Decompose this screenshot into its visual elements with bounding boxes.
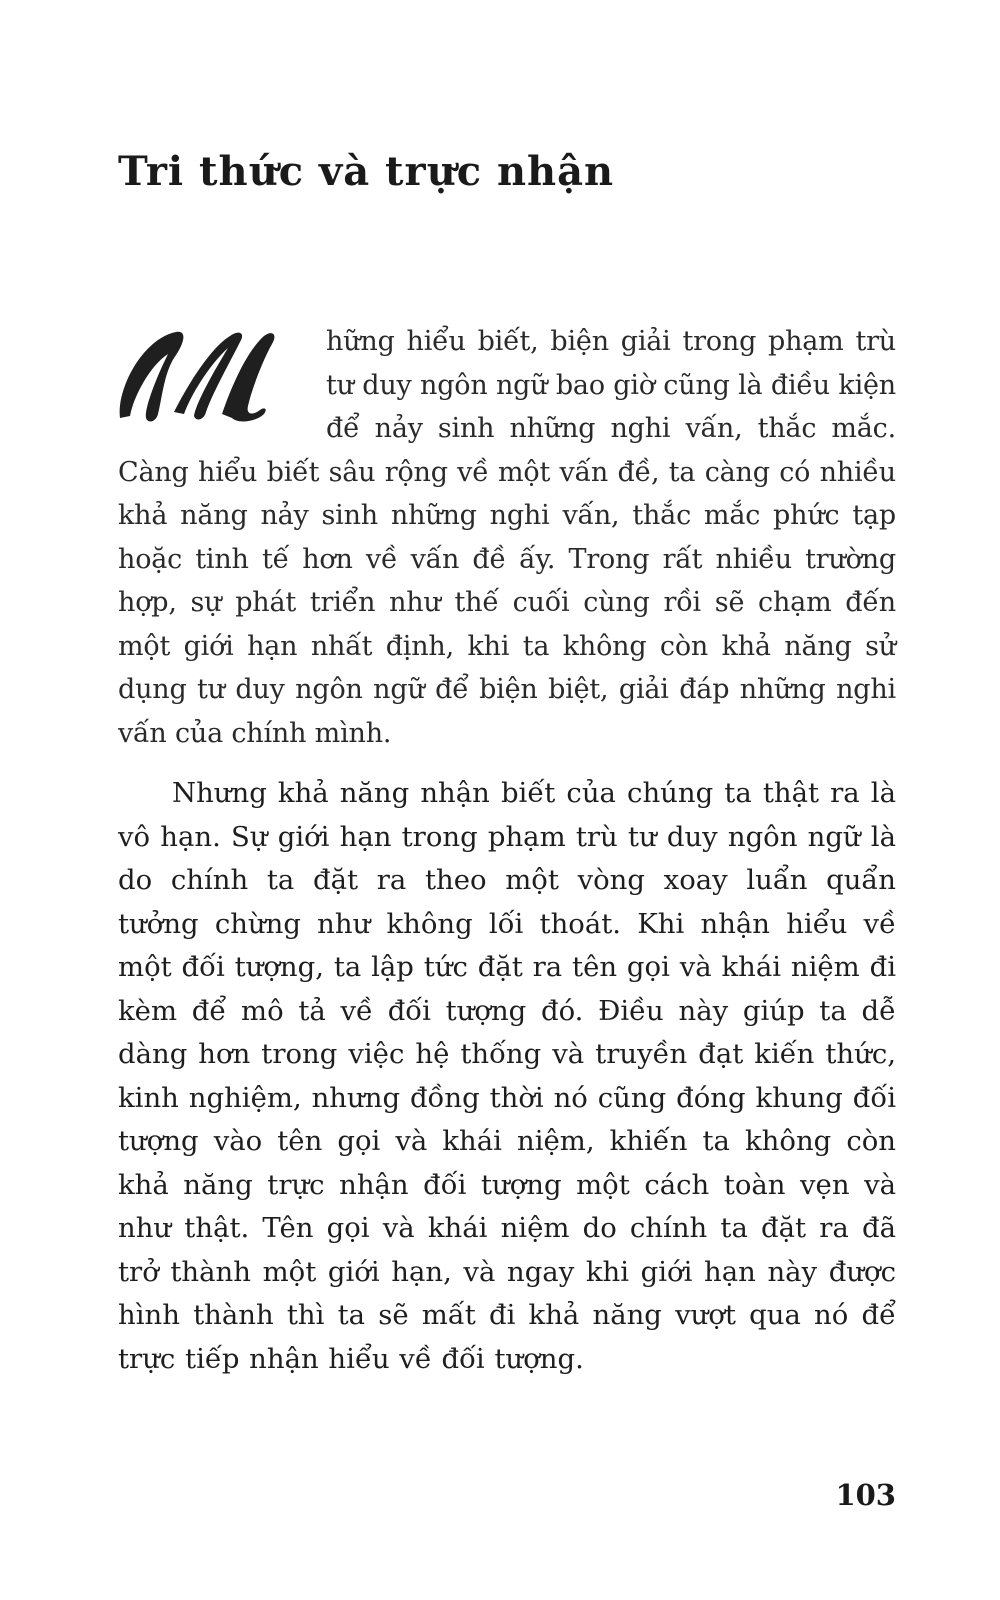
drop-cap bbox=[114, 328, 320, 424]
page-number: 103 bbox=[835, 1478, 896, 1512]
paragraph-1 bbox=[118, 320, 896, 755]
chapter-title: Tri thức và trực nhận bbox=[118, 148, 615, 195]
drop-cap-glyph bbox=[114, 328, 320, 424]
paragraph-2: Nhưng khả năng nhận biết của chúng ta thật ra là vô hạn. Sự giới hạn trong phạm trù tư duy ngôn ngữ là do chính ta đặt ra theo một vòng xoay luẩn quẩn tưởng chừng như không lối thoát. Khi nhận hiểu về một đối tượng, ta lập tức đặt ra tên gọi và khái niệm đi kèm để mô tả về đối tượng đó. Điều này giúp ta dễ dàng hơn trong việc hệ thống và truyền đạt kiến thức, kinh nghiệm, nhưng đồng thời nó cũng đóng khung đối tượng vào tên gọi và khái niệm, khiến ta không còn khả năng trực nhận đối tượng một cách toàn vẹn và như thật. Tên gọi và khái niệm do chính ta đặt ra đã trở thành một giới hạn, và ngay khi giới hạn này được hình thành thì ta sẽ mất đi khả năng vượt qua nó để trực tiếp nhận hiểu về đối tượng. bbox=[118, 777, 896, 1375]
paragraph-1-text: hững hiểu biết, biện giải trong phạm trù tư duy ngôn ngữ bao giờ cũng là điều kiện để nảy sinh những nghi vấn, thắc mắc. Càng hiểu biết sâu rộng về một vấn đề, ta càng có nhiều khả năng nảy sinh những nghi vấn, thắc mắc phức tạp hoặc tinh tế hơn về vấn đề ấy. Trong rất nhiều trường hợp, sự phát triển như thế cuối cùng rồi sẽ chạm đến một giới hạn nhất định, khi ta không còn khả năng sử dụng tư duy ngôn ngữ để biện biệt, giải đáp những nghi vấn của chính mình. bbox=[118, 326, 896, 749]
